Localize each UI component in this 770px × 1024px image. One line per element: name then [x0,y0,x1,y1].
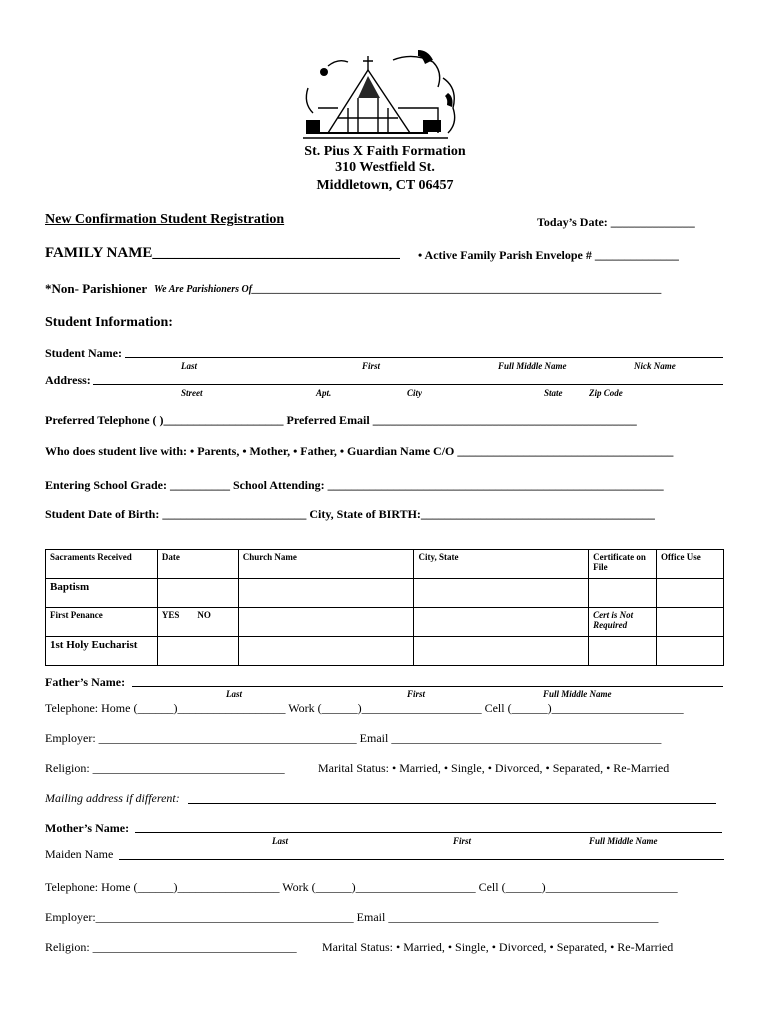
org-city: Middletown, CT 06457 [316,178,454,193]
row-baptism: Baptism [46,579,158,608]
mailing-address-line[interactable] [188,803,716,804]
address-line[interactable] [93,384,723,385]
church-logo-icon [298,48,474,144]
header-church: Church Name [238,550,414,579]
mother-name-line[interactable] [135,832,722,833]
form-title: New Confirmation Student Registration [45,212,285,227]
mother-religion-field[interactable]: Religion: __________________________________ [45,940,297,954]
todays-date-field[interactable]: Today’s Date: ______________ [537,215,695,229]
father-religion-field[interactable]: Religion: ________________________________ [45,761,285,775]
header-date: Date [157,550,238,579]
cell-input[interactable] [414,637,589,666]
mailing-address-label: Mailing address if different: [45,791,180,805]
label-last: Last [181,361,198,371]
cell-office [657,608,724,637]
cell-input[interactable] [589,637,657,666]
father-telephone-field[interactable]: Telephone: Home (______)__________________ Work (______)____________________ Cell (______)______________________ [45,701,684,715]
header-city-state: City, State [414,550,589,579]
org-street: 310 Westfield St. [335,160,435,175]
father-name-label: Father’s Name: [45,675,126,689]
cell-input[interactable] [589,579,657,608]
cell-office [657,579,724,608]
header-certificate: Certificate on File [589,550,657,579]
lives-with-field[interactable]: Who does student live with: • Parents, • Mother, • Father, • Guardian Name C/O ____________________________________ [45,444,674,458]
address-label: Address: [45,373,91,387]
table-row [46,608,724,637]
cell-input[interactable] [238,608,414,637]
mother-label-last: Last [272,836,289,846]
non-parishioner-label: *Non- Parishioner [45,281,148,296]
father-label-middle: Full Middle Name [543,689,612,699]
cert-not-required: Cert is Not Required [589,608,657,637]
label-middle: Full Middle Name [498,361,567,371]
sacraments-table [45,549,724,666]
student-name-label: Student Name: [45,346,122,360]
father-name-line[interactable] [132,686,723,687]
father-employer-field[interactable]: Employer: ___________________________________________ Email _____________________________________________ [45,731,662,745]
student-name-line[interactable] [125,357,723,358]
father-label-last: Last [226,689,243,699]
cell-input[interactable] [414,579,589,608]
grade-school-field[interactable]: Entering School Grade: __________ School Attending: ________________________________________________________ [45,478,664,492]
parishioners-of-field[interactable]: We Are Parishioners Of__________________________________________________________________________________ [154,284,663,295]
row-holy-eucharist: 1st Holy Eucharist [46,637,158,666]
preferred-phone-email-field[interactable]: Preferred Telephone ( )____________________ Preferred Email ____________________________________________ [45,413,637,427]
mother-telephone-field[interactable]: Telephone: Home (______)_________________ Work (______)____________________ Cell (______)______________________ [45,880,678,894]
label-street: Street [181,388,203,398]
envelope-field[interactable]: • Active Family Parish Envelope # ______________ [418,248,679,262]
cell-input[interactable] [414,608,589,637]
father-label-first: First [407,689,426,699]
label-apt: Apt. [316,388,332,398]
maiden-name-label: Maiden Name [45,847,114,861]
table-row [46,579,724,608]
father-marital-status[interactable]: Marital Status: • Married, • Single, • Divorced, • Separated, • Re-Married [318,761,670,775]
label-nick: Nick Name [634,361,676,371]
table-header-row [46,550,724,579]
mother-employer-field[interactable]: Employer:___________________________________________ Email _____________________________________________ [45,910,659,924]
penance-yes-no[interactable]: YES NO [157,608,238,637]
header-sacraments: Sacraments Received [46,550,158,579]
label-zip: Zip Code [589,388,623,398]
cell-input[interactable] [238,637,414,666]
maiden-name-line[interactable] [119,859,724,860]
label-city: City [407,388,422,398]
mother-label-first: First [453,836,472,846]
cell-office [657,637,724,666]
dob-field[interactable]: Student Date of Birth: ________________________ City, State of BIRTH:_______________________________________ [45,507,655,521]
org-name: St. Pius X Faith Formation [304,144,466,159]
label-first: First [362,361,381,371]
cell-input[interactable] [238,579,414,608]
mother-label-middle: Full Middle Name [589,836,658,846]
row-first-penance: First Penance [46,608,158,637]
table-row [46,637,724,666]
mother-marital-status[interactable]: Marital Status: • Married, • Single, • Divorced, • Separated, • Re-Married [322,940,674,954]
mother-name-label: Mother’s Name: [45,821,130,835]
label-state: State [544,388,563,398]
student-info-heading: Student Information: [45,315,173,330]
cell-input[interactable] [157,637,238,666]
cell-input[interactable] [157,579,238,608]
family-name-field[interactable]: FAMILY NAME_________________________________ [45,245,400,261]
header-office: Office Use [657,550,724,579]
